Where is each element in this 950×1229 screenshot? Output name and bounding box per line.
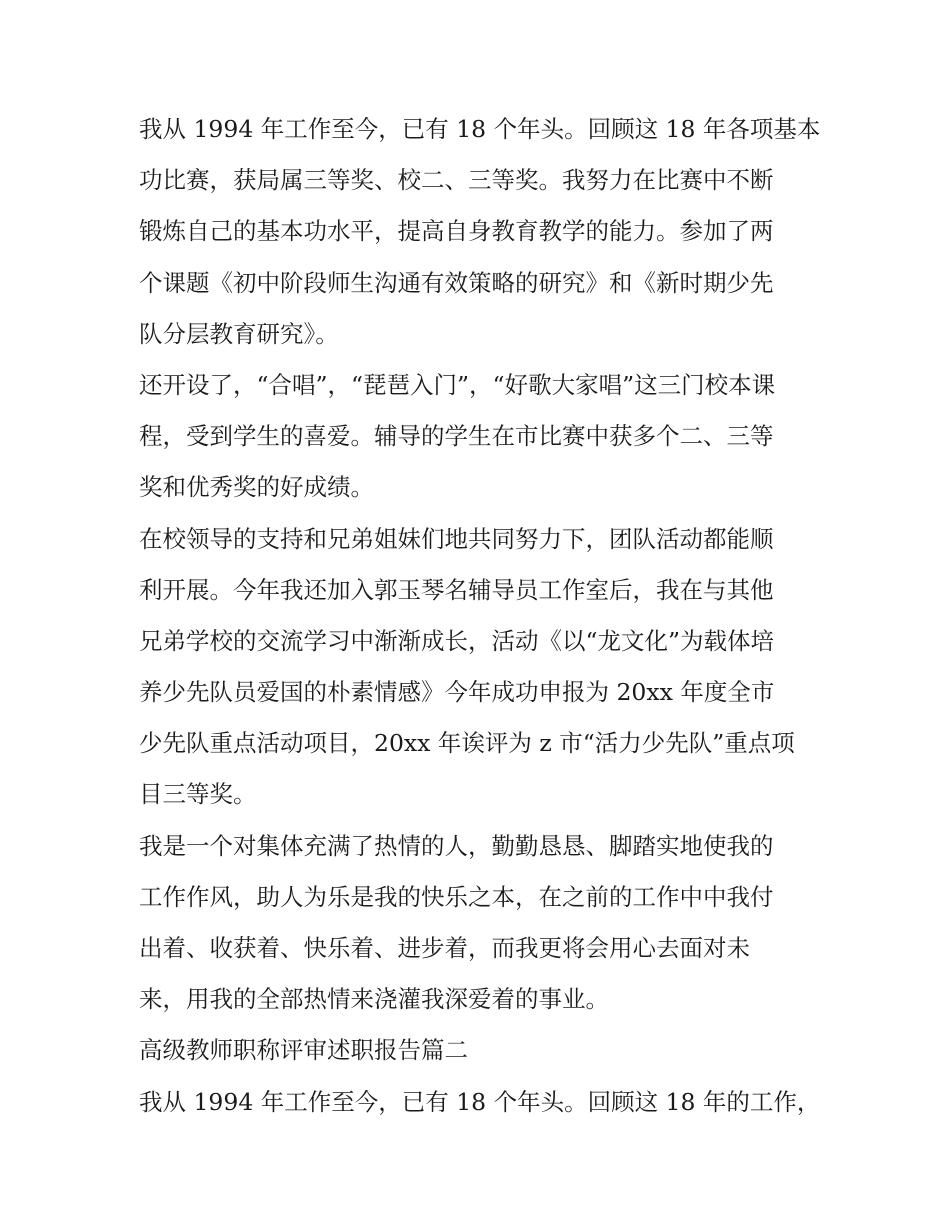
text-line: 我从 1994 年工作至今，已有 18 个年头。回顾这 18 年各项基本 (139, 115, 821, 143)
text-line: 我是一个对集体充满了热情的人，勤勤恳恳、脚踏实地使我的 (139, 831, 774, 860)
text-line: 养少先队员爱国的朴素情感》今年成功申报为 20xx 年度全市 (139, 678, 775, 707)
text-line: 来，用我的全部热情来浇灌我深爱着的事业。 (139, 985, 609, 1014)
text-line: 兄弟学校的交流学习中渐渐成长，活动《以“龙文化”为载体培 (139, 626, 775, 655)
text-line: 出着、收获着、快乐着、进步着，而我更将会用心去面对未 (139, 934, 750, 962)
text-line: 工作作风，助人为乐是我的快乐之本，在之前的工作中中我付 (139, 882, 774, 911)
text-line: 队分层教育研究》。 (139, 319, 339, 348)
text-line: 个课题《初中阶段师生沟通有效策略的研究》和《新时期少先 (139, 268, 774, 297)
text-line: 利开展。今年我还加入郭玉琴名辅导员工作室后，我在与其他 (139, 575, 774, 604)
text-line: 程，受到学生的喜爱。辅导的学生在市比赛中获多个二、三等 (139, 422, 774, 451)
text-line: 我从 1994 年工作至今，已有 18 个年头。回顾这 18 年的工作， (139, 1087, 821, 1116)
text-line: 目三等奖。 (139, 780, 257, 809)
document-body (139, 104, 819, 1128)
text-line: 功比赛，获局属三等奖、校二、三等奖。我努力在比赛中不断 (139, 166, 774, 195)
text-line: 锻炼自己的基本功水平，提高自身教育教学的能力。参加了两 (139, 217, 774, 246)
text-line: 在校领导的支持和兄弟姐妹们地共同努力下，团队活动都能顺 (139, 524, 774, 553)
text-line: 少先队重点活动项目，20xx 年诶评为 z 市“活力少先队”重点项 (139, 729, 795, 758)
section-heading: 高级教师职称评审述职报告篇二 (139, 1036, 468, 1065)
text-line: 奖和优秀奖的好成绩。 (139, 473, 374, 502)
text-line: 还开设了，“合唱”，“琵琶入门”，“好歌大家唱”这三门校本课 (139, 370, 776, 399)
